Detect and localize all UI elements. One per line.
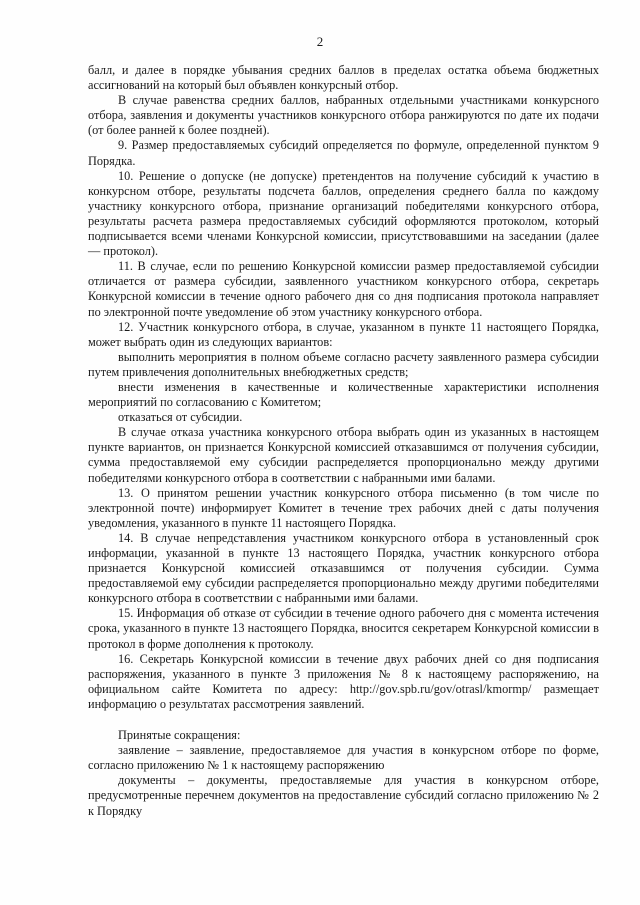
paragraph: 15. Информация об отказе от субсидии в течение одного рабочего дня с момента истечения срока, указанного в пункте 13 настоящего Порядка, вносится секретарем Конкурсной комиссии в протокол в форме дополнения к протоколу. — [88, 606, 599, 651]
paragraph: внести изменения в качественные и количественные характеристики исполнения мероприятий по согласованию с Комитетом; — [88, 379, 599, 410]
paragraph: В случае отказа участника конкурсного отбора выбрать один из указанных в настоящем пункте вариантов, он признается Конкурсной комиссией отказавшимся от получения субсидии, сумма предоставляемой ему субсидии распределяется пропорционально между другими победителями конкурсного отбора в соответствии с набранными ими балами. — [88, 425, 599, 485]
paragraph: Принятые сокращения: — [118, 728, 241, 743]
paragraph: 11. В случае, если по решению Конкурсной комиссии размер предоставляемой субсидии отличается от размера субсидии, заявленного участником конкурсного отбора, секретарь Конкурсной комиссии в течение одного рабочего дня со дня подписания протокола направляет по электронной почте уведомление об этом участнику конкурсного отбора. — [88, 259, 599, 319]
paragraph: 16. Секретарь Конкурсной комиссии в течение двух рабочих дней со дня подписания распоряжения, указанного в пункте 3 приложения № 8 к настоящему распоряжению, на официальном сайте Комитета по адресу: http://gov.spb.ru/gov/otrasl/kmormp/ размещает информацию о результатах рассмотрения заявлений. — [88, 651, 599, 711]
paragraph: 14. В случае непредставления участником конкурсного отбора в установленный срок информации, указанной в пункте 13 настоящего Порядка, участник конкурсного отбора признается Конкурсной комиссией отказавшимся от получения субсидии. Сумма предоставляемой ему субсидии распределяется пропорционально между другими победителями конкурсного отбора в соответствии с набранными ими балами. — [88, 530, 599, 606]
paragraph: заявление – заявление, предоставляемое для участия в конкурсном отборе по форме, согласно приложению № 1 к настоящему распоряжению — [88, 743, 599, 773]
paragraph: 9. Размер предоставляемых субсидий определяется по формуле, определенной пунктом 9 Порядка. — [88, 138, 599, 168]
document-body — [88, 63, 599, 819]
page-number: 2 — [316, 34, 324, 49]
paragraph-gap — [88, 712, 599, 728]
paragraph: отказаться от субсидии. — [118, 410, 243, 425]
paragraph: документы – документы, предоставляемые для участия в конкурсном отборе, предусмотренные перечнем документов на предоставление субсидий согласно приложению № 2 к Порядку — [88, 773, 599, 818]
paragraph: 13. О принятом решении участник конкурсного отбора письменно (в том числе по электронной почте) информирует Комитет в течение трех рабочих дней с даты получения уведомления, указанного в пункте 11 настоящего Порядка. — [88, 485, 599, 530]
paragraph: В случае равенства средних баллов, набранных отдельными участниками конкурсного отбора, заявления и документы участников конкурсного отбора ранжируются по дате их подачи (от более ранней к более поздней). — [88, 93, 599, 138]
paragraph: балл, и далее в порядке убывания средних баллов в пределах остатка объема бюджетных ассигнований на который был объявлен конкурсный отбор. — [88, 63, 599, 93]
paragraph: выполнить мероприятия в полном объеме согласно расчету заявленного размера субсидии путем привлечения дополнительных внебюджетных средств; — [88, 349, 599, 379]
paragraph: 12. Участник конкурсного отбора, в случае, указанном в пункте 11 настоящего Порядка, может выбрать один из следующих вариантов: — [88, 319, 599, 349]
paragraph: 10. Решение о допуске (не допуске) претендентов на получение субсидий к участию в конкурсном отборе, результаты подсчета баллов, определения среднего балла по каждому участнику конкурсного отбора, признание организаций победителями конкурсного отбора, результаты расчета размера предоставляемых субсидий оформляются протоколом, который подписывается всеми членами Конкурсной комиссии, присутствовавшими на заседании (далее — протокол). — [88, 168, 599, 259]
